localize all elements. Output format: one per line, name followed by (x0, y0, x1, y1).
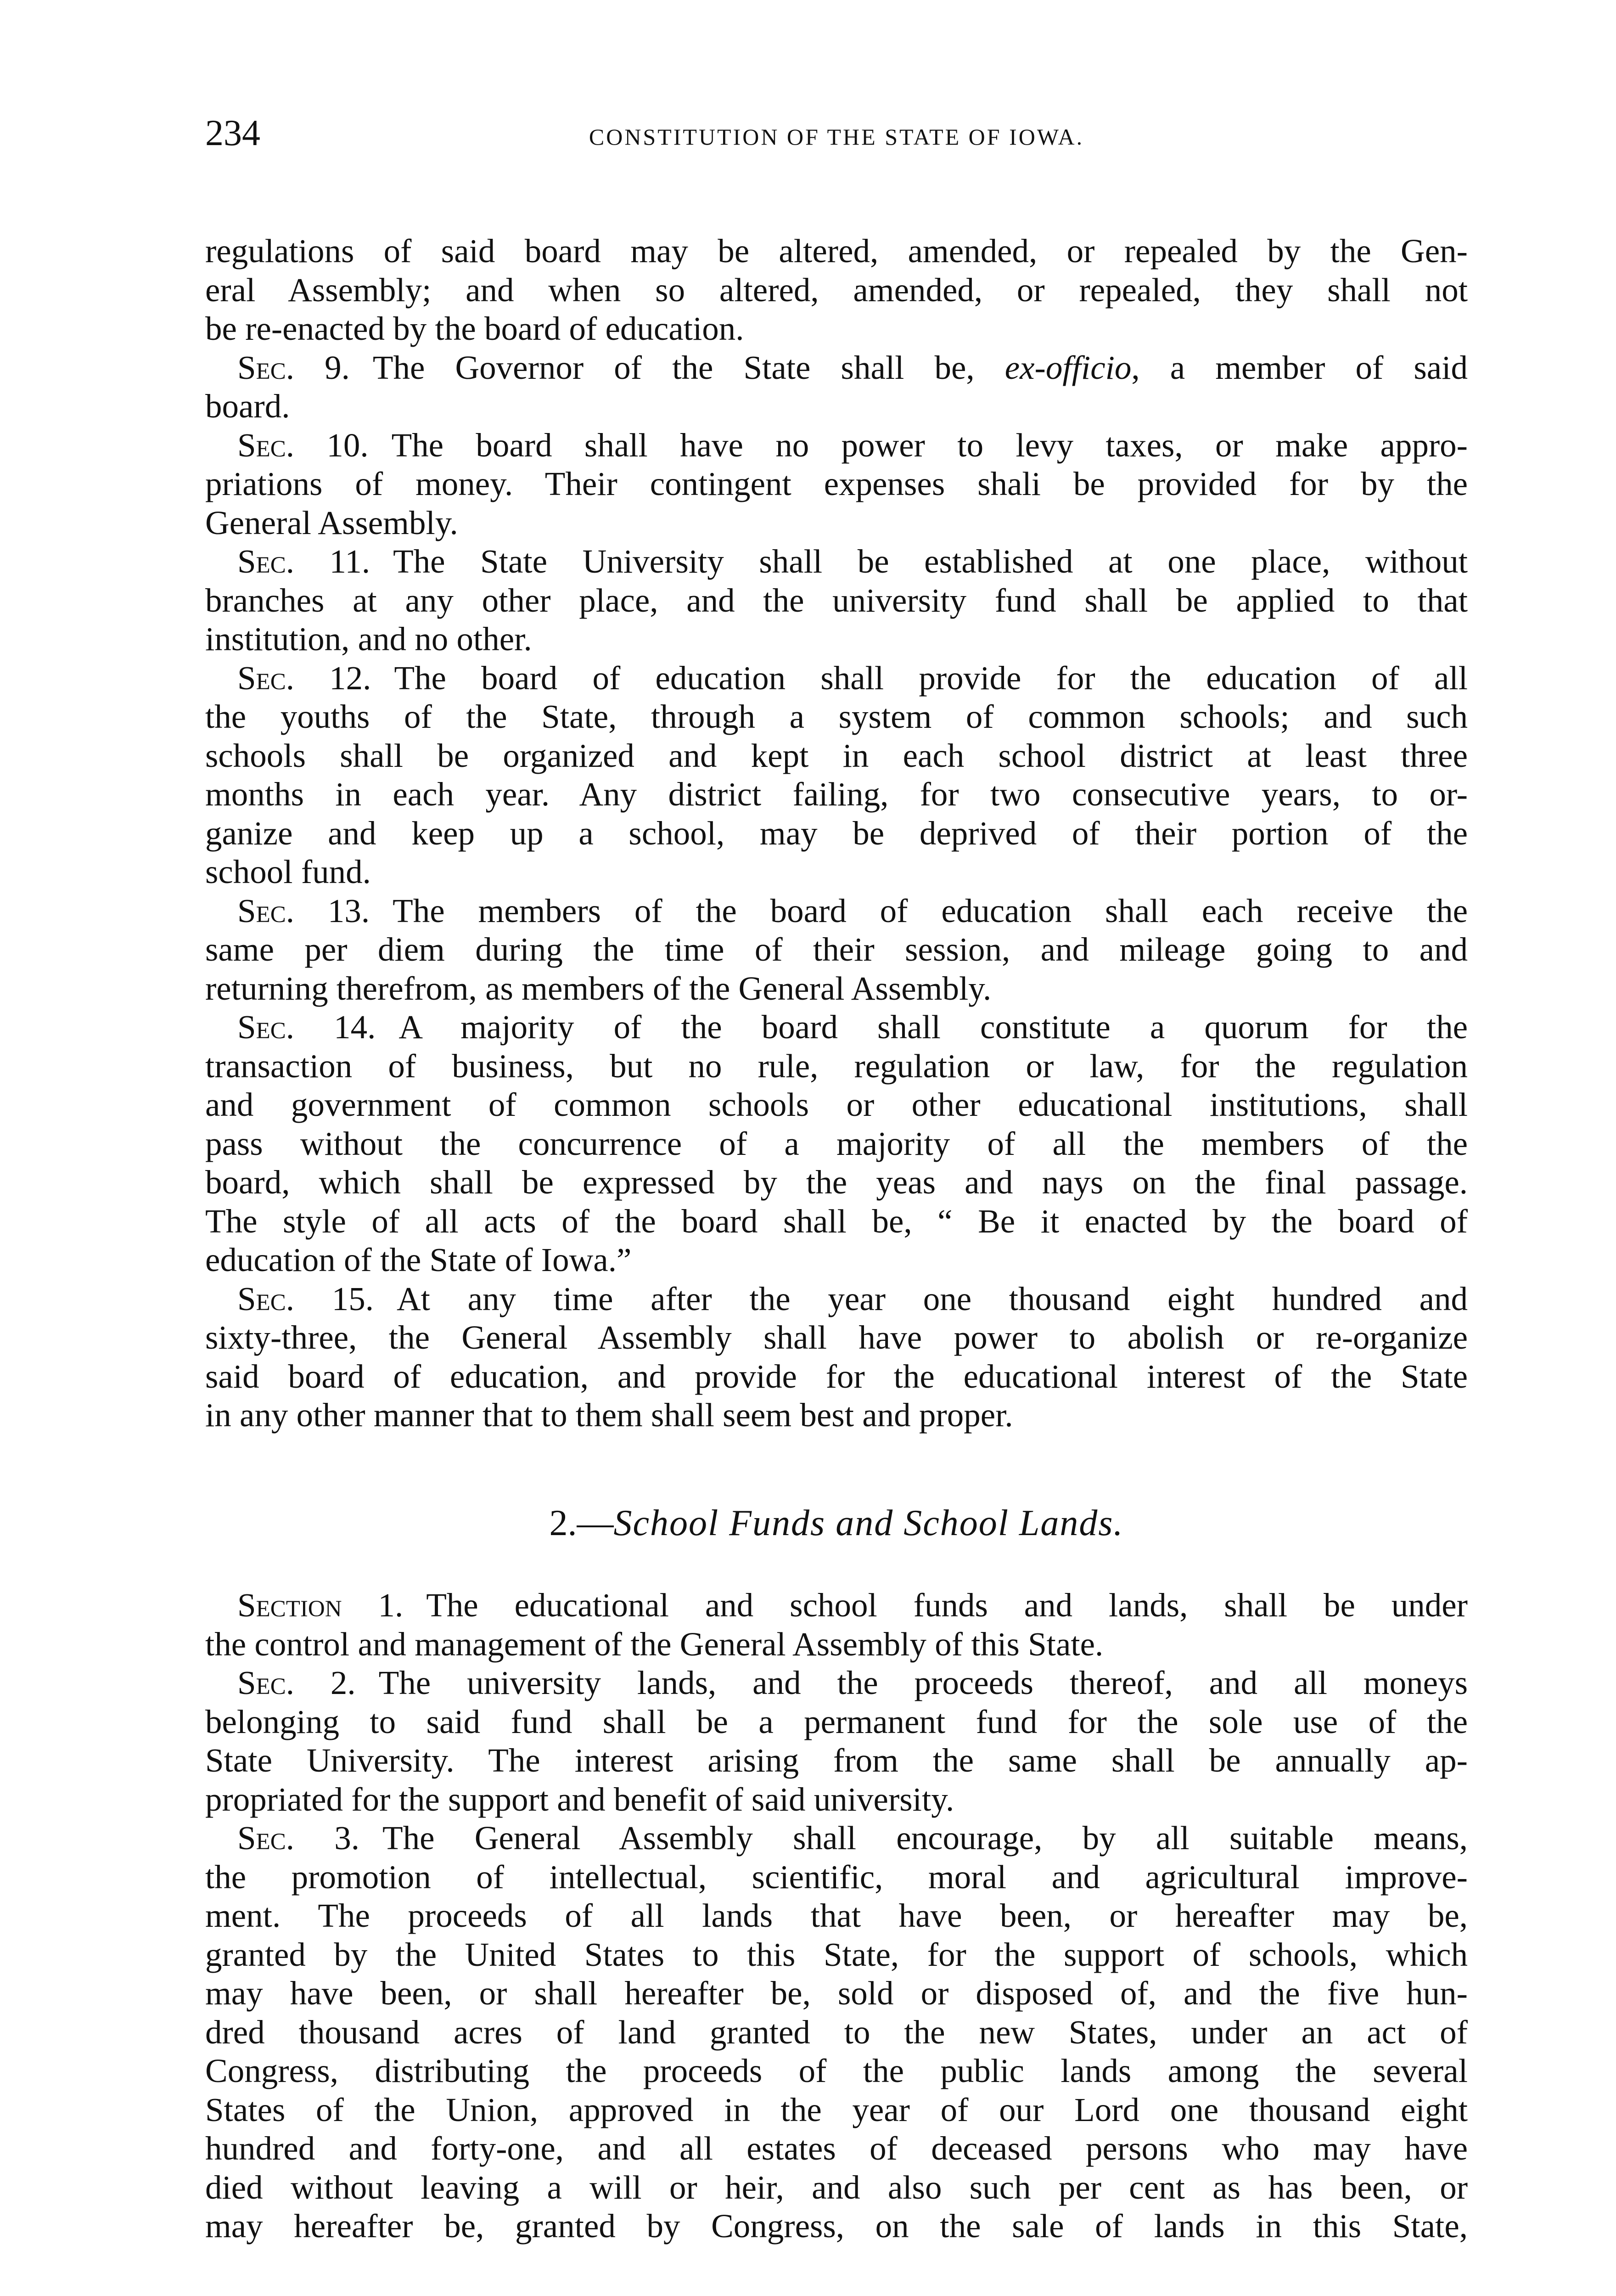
text-segment: same per diem during the time of their session, and mileage going to and (205, 931, 1468, 968)
text-segment: transaction of business, but no rule, regulation or law, for the regulation (205, 1047, 1468, 1085)
text-segment: may hereafter be, granted by Congress, on the sale of lands in this State, (205, 2207, 1468, 2245)
text-line (205, 271, 1468, 310)
text-segment: The Governor of the State shall be, (372, 349, 1005, 386)
text-line (205, 1047, 1468, 1086)
text-segment: ment. The proceeds of all lands that have been, or hereafter may be, (205, 1897, 1468, 1934)
text-segment: sixty-three, the General Assembly shall have power to abolish or re-organize (205, 1319, 1468, 1356)
section-label: Sec. 15. (237, 1280, 374, 1317)
section-label: Sec. 9. (237, 349, 350, 386)
text-segment: States of the Union, approved in the year of our Lord one thousand eight (205, 2091, 1468, 2128)
section-label: Sec. 14. (237, 1008, 376, 1046)
text-line (205, 1008, 1468, 1047)
text-line (205, 1357, 1468, 1396)
text-line (205, 426, 1468, 465)
section-label: Sec. 10. (237, 426, 369, 464)
italic-text: ex-officio (1004, 349, 1132, 386)
section-label: Sec. 12. (237, 659, 371, 697)
text-segment: dred thousand acres of land granted to the new States, under an act of (205, 2013, 1468, 2051)
text-line (205, 969, 1468, 1008)
text-line (205, 310, 1468, 349)
text-segment: school fund. (205, 853, 371, 890)
text-segment: ganize and keep up a school, may be deprived of their portion of the (205, 814, 1468, 852)
text-line (205, 2013, 1468, 2052)
text-line (205, 892, 1468, 931)
text-line (205, 853, 1468, 892)
text-segment: education of the State of Iowa.” (205, 1241, 632, 1278)
text-line (205, 2129, 1468, 2168)
paragraph (205, 1008, 1468, 1280)
text-line (205, 1664, 1468, 1703)
paragraph (205, 1586, 1468, 1664)
text-line (205, 1936, 1468, 1975)
paragraph (205, 892, 1468, 1008)
paragraph (205, 1280, 1468, 1435)
text-segment: granted by the United States to this State, for the support of schools, which (205, 1936, 1468, 1973)
text-segment: The State University shall be established at one place, without (393, 543, 1468, 580)
section-heading-title: School Funds and School Lands. (613, 1503, 1124, 1543)
section-heading-number: 2.— (549, 1503, 614, 1543)
text-line (205, 1396, 1468, 1435)
text-segment: State University. The interest arising from the same shall be annually ap- (205, 1742, 1468, 1779)
text-line (205, 1858, 1468, 1897)
text-segment: pass without the concurrence of a majority of all the members of the (205, 1125, 1468, 1162)
text-segment: eral Assembly; and when so altered, amended, or repealed, they shall not (205, 271, 1468, 309)
text-line (205, 1819, 1468, 1858)
text-line (205, 1163, 1468, 1202)
text-segment: hundred and forty-one, and all estates of deceased persons who may have (205, 2130, 1468, 2167)
text-segment: , a member of said (1131, 349, 1468, 386)
text-line (205, 504, 1468, 543)
text-line (205, 1202, 1468, 1241)
text-segment: the control and management of the General Assembly of this State. (205, 1625, 1104, 1663)
text-line (205, 349, 1468, 388)
section-continued-board-of-education (205, 232, 1468, 1435)
text-segment: died without leaving a will or heir, and also such per cent as has been, or (205, 2168, 1468, 2206)
text-segment: and government of common schools or other educational institutions, shall (205, 1086, 1468, 1123)
page-body (205, 0, 1468, 2264)
text-segment: A majority of the board shall constitute a quorum for the (398, 1008, 1468, 1046)
text-segment: At any time after the year one thousand eight hundred and (396, 1280, 1468, 1317)
text-line (205, 2168, 1468, 2207)
text-line (205, 1974, 1468, 2013)
paragraph (205, 542, 1468, 659)
paragraph (205, 1819, 1468, 2246)
text-line (205, 1280, 1468, 1319)
section-label: Section 1. (237, 1587, 404, 1624)
text-line (205, 2207, 1468, 2246)
text-line (205, 465, 1468, 504)
text-segment: belonging to said fund shall be a permanent fund for the sole use of the (205, 1703, 1468, 1740)
text-line (205, 581, 1468, 620)
text-segment: propriated for the support and benefit of said university. (205, 1780, 954, 1818)
text-segment: returning therefrom, as members of the General Assembly. (205, 969, 992, 1007)
paragraph (205, 659, 1468, 892)
text-segment: schools shall be organized and kept in each school district at least three (205, 737, 1468, 774)
section-heading (205, 1504, 1468, 1543)
running-title: CONSTITUTION OF THE STATE OF IOWA. (589, 124, 1084, 150)
paragraph (205, 349, 1468, 426)
text-segment: Congress, distributing the proceeds of the public lands among the several (205, 2052, 1468, 2089)
text-line (205, 1780, 1468, 1819)
text-segment: The style of all acts of the board shall be, “ Be it enacted by the board of (205, 1202, 1468, 1240)
text-segment: The members of the board of education shall each receive the (393, 892, 1468, 929)
section-label: Sec. 11. (237, 543, 370, 580)
text-line (205, 1318, 1468, 1357)
paragraph (205, 1664, 1468, 1819)
text-segment: in any other manner that to them shall seem best and proper. (205, 1396, 1013, 1434)
text-line (205, 814, 1468, 853)
text-segment: said board of education, and provide for the educational interest of the State (205, 1357, 1468, 1395)
text-line (205, 620, 1468, 659)
text-segment: the youths of the State, through a system of common schools; and such (205, 698, 1468, 735)
text-segment: The board shall have no power to levy taxes, or make appro- (391, 426, 1468, 464)
text-line (205, 232, 1468, 271)
text-segment: The General Assembly shall encourage, by all suitable means, (382, 1819, 1468, 1857)
text-segment: be re-enacted by the board of education. (205, 310, 744, 347)
text-line (205, 1625, 1468, 1664)
text-line (205, 737, 1468, 776)
text-line (205, 387, 1468, 426)
text-line (205, 2091, 1468, 2130)
section-label: Sec. 3. (237, 1819, 359, 1857)
text-segment: The board of education shall provide for the education of all (394, 659, 1468, 697)
text-line (205, 1896, 1468, 1936)
text-line (205, 1125, 1468, 1164)
text-segment: General Assembly. (205, 504, 458, 541)
text-line (205, 1586, 1468, 1625)
text-segment: The university lands, and the proceeds thereof, and all moneys (378, 1664, 1468, 1701)
text-line (205, 1086, 1468, 1125)
text-line (205, 659, 1468, 698)
text-segment: board. (205, 388, 290, 425)
section-label: Sec. 2. (237, 1664, 356, 1701)
text-segment: may have been, or shall hereafter be, sold or disposed of, and the five hun- (205, 1975, 1468, 2012)
text-segment: priations of money. Their contingent expenses shali be provided for by the (205, 465, 1468, 502)
text-line (205, 1741, 1468, 1780)
text-segment: The educational and school funds and lands, shall be under (426, 1587, 1468, 1624)
text-segment: regulations of said board may be altered, amended, or repealed by the Gen- (205, 232, 1468, 270)
section-school-funds (205, 1586, 1468, 2246)
section-label: Sec. 13. (237, 892, 370, 929)
text-line (205, 930, 1468, 969)
page-number: 234 (205, 113, 260, 153)
text-line (205, 542, 1468, 581)
text-line (205, 1703, 1468, 1742)
text-segment: institution, and no other. (205, 620, 532, 658)
paragraph (205, 232, 1468, 349)
paragraph (205, 426, 1468, 543)
text-segment: months in each year. Any district failing, for two consecutive years, to or- (205, 776, 1468, 813)
text-line (205, 1241, 1468, 1280)
text-line (205, 2052, 1468, 2091)
text-line (205, 698, 1468, 737)
text-segment: branches at any other place, and the university fund shall be applied to that (205, 581, 1468, 619)
text-line (205, 775, 1468, 814)
text-segment: board, which shall be expressed by the yeas and nays on the final passage. (205, 1164, 1468, 1201)
text-segment: the promotion of intellectual, scientific, moral and agricultural improve- (205, 1858, 1468, 1896)
